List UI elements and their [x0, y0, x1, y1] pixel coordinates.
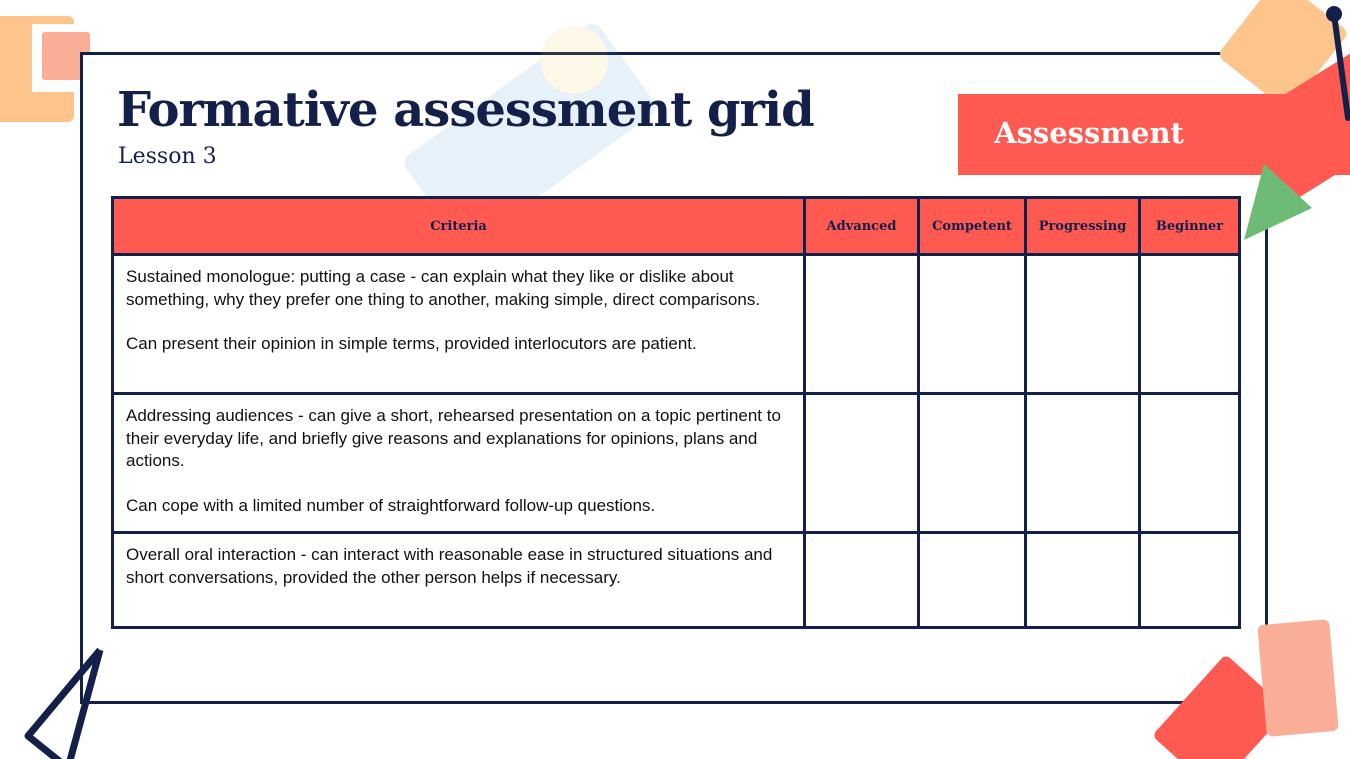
rating-cell-progressing	[1026, 533, 1140, 628]
criteria-text: Sustained monologue: putting a case - can explain what they like or dislike about something, why they prefer one thing to another, making simple, direct comparisons.	[126, 267, 761, 309]
decorative-pin-icon	[1318, 2, 1350, 122]
rating-cell-competent	[919, 255, 1026, 394]
rating-cell-advanced	[805, 533, 919, 628]
criteria-text: Addressing audiences - can give a short, rehearsed presentation on a topic pertinent to their everyday life, and briefly give reasons and explanations for opinions, plans and actions.	[126, 406, 781, 470]
lesson-subtitle: Lesson 3	[118, 144, 217, 169]
rating-cell-progressing	[1026, 255, 1140, 394]
decorative-pink-rectangle	[1257, 619, 1338, 737]
table-row	[113, 533, 1240, 628]
column-header-progressing: Progressing	[1026, 198, 1140, 255]
rating-cell-advanced	[805, 394, 919, 533]
table-row	[113, 394, 1240, 533]
criteria-cell	[113, 533, 805, 628]
table-row	[113, 255, 1240, 394]
rating-cell-advanced	[805, 255, 919, 394]
rating-cell-beginner	[1140, 255, 1240, 394]
criteria-cell	[113, 394, 805, 533]
decorative-green-triangle	[1242, 164, 1314, 244]
criteria-note: Can cope with a limited number of straightforward follow-up questions.	[126, 495, 656, 515]
column-header-advanced: Advanced	[805, 198, 919, 255]
rating-cell-competent	[919, 394, 1026, 533]
rating-cell-beginner	[1140, 394, 1240, 533]
rating-cell-progressing	[1026, 394, 1140, 533]
column-header-beginner: Beginner	[1140, 198, 1240, 255]
table-header-row	[113, 198, 1240, 255]
criteria-cell	[113, 255, 805, 394]
rating-cell-beginner	[1140, 533, 1240, 628]
criteria-note: Can present their opinion in simple terms, provided interlocutors are patient.	[126, 334, 697, 353]
criteria-text: Overall oral interaction - can interact with reasonable ease in structured situations and short conversations, provided the other person helps if necessary.	[126, 545, 773, 587]
assessment-grid-table	[111, 196, 1241, 629]
decorative-navy-triangle-outline	[20, 640, 110, 759]
assessment-badge: Assessment	[994, 116, 1184, 150]
page-title: Formative assessment grid	[117, 82, 814, 138]
rating-cell-competent	[919, 533, 1026, 628]
column-header-competent: Competent	[919, 198, 1026, 255]
column-header-criteria: Criteria	[113, 198, 805, 255]
